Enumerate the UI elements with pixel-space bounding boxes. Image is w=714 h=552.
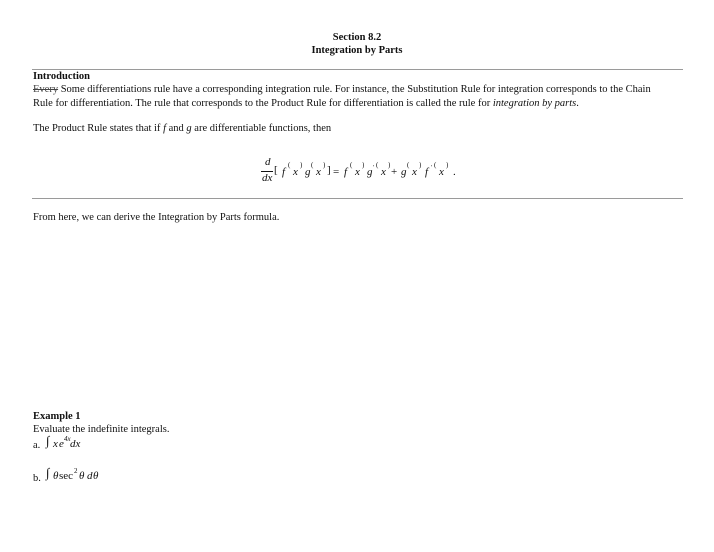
paren-6: ) — [362, 161, 365, 169]
top-divider — [32, 69, 683, 70]
paren-4: ) — [323, 161, 326, 169]
product-rule-statement — [33, 121, 331, 136]
product-rule-g: g — [186, 123, 192, 134]
struck-word: Every — [33, 84, 59, 95]
prime-2: ′ — [431, 164, 433, 171]
paren-2: ) — [300, 161, 303, 169]
x-term-3: x — [355, 166, 360, 178]
f-term-3: f — [425, 166, 429, 178]
b-theta-3: θ — [93, 470, 99, 482]
integration-by-parts-term: integration by parts — [492, 98, 577, 109]
intro-paragraph-line2 — [33, 96, 579, 111]
example-heading: Example 1 — [33, 411, 81, 422]
paren-8: ) — [388, 161, 391, 169]
g-term-1: g — [305, 166, 311, 178]
paren-5: ( — [350, 161, 353, 169]
product-rule-post: are differentiable functions, then — [191, 123, 332, 134]
plus-sign: + — [391, 166, 398, 178]
paren-7: ( — [376, 161, 379, 169]
example-instruction: Evaluate the indefinite integrals. — [33, 424, 170, 435]
integral-sign-a: ∫ — [46, 433, 50, 448]
paren-11: ( — [434, 161, 437, 169]
a-e: e — [59, 438, 64, 450]
a-exponent: 4x — [64, 435, 71, 443]
x-term-2: x — [316, 166, 321, 178]
product-rule-and: and — [165, 123, 187, 134]
f-term-2: f — [344, 166, 348, 178]
part-b-integral — [46, 465, 116, 485]
b-d: d — [87, 470, 93, 482]
intro-heading: Introduction — [33, 71, 90, 82]
g-term-2: g — [367, 166, 373, 178]
paren-1: ( — [288, 161, 291, 169]
frac-d: d — [265, 156, 271, 168]
frac-dx: dx — [262, 172, 273, 184]
intro-line2-end: . — [576, 98, 579, 109]
a-x: x — [53, 438, 58, 450]
g-term-3: g — [401, 166, 407, 178]
x-term-1: x — [293, 166, 298, 178]
left-bracket: [ — [274, 164, 278, 176]
middle-divider — [32, 198, 683, 199]
part-a-integral — [46, 433, 106, 453]
b-sec: sec — [59, 470, 74, 482]
b-theta-2: θ — [79, 470, 85, 482]
b-square: 2 — [74, 467, 78, 475]
section-number: Section 8.2 — [332, 32, 382, 43]
equals-sign: = — [333, 166, 340, 178]
intro-line1-text: Some differentiations rule have a corresponding integration rule. For instance, the Substitution Rule for integration corresponds to the Chain — [58, 84, 651, 95]
prime-1: ′ — [373, 164, 375, 171]
part-b-label: b. — [33, 473, 41, 484]
derive-statement: From here, we can derive the Integration by Parts formula. — [33, 212, 280, 223]
x-term-6: x — [439, 166, 444, 178]
intro-paragraph-line1 — [33, 82, 651, 97]
product-rule-formula — [260, 156, 480, 188]
b-theta: θ — [53, 470, 59, 482]
formula-period: . — [453, 166, 456, 178]
right-bracket: ] — [327, 164, 331, 176]
product-rule-pre: The Product Rule states that if — [33, 123, 164, 134]
part-a-label: a. — [33, 440, 41, 451]
page-title: Integration by Parts — [311, 45, 403, 56]
paren-12: ) — [446, 161, 449, 169]
x-term-4: x — [381, 166, 386, 178]
paren-9: ( — [407, 161, 410, 169]
x-term-5: x — [412, 166, 417, 178]
intro-line2-text: Rule for differentiation. The rule that corresponds to the Product Rule for differentiation is called the rule for — [33, 98, 493, 109]
paren-10: ) — [419, 161, 422, 169]
f-term-1: f — [282, 166, 286, 178]
a-dx: dx — [70, 438, 81, 450]
product-rule-f: f — [163, 123, 166, 134]
integral-sign-b: ∫ — [46, 465, 50, 480]
paren-3: ( — [311, 161, 314, 169]
